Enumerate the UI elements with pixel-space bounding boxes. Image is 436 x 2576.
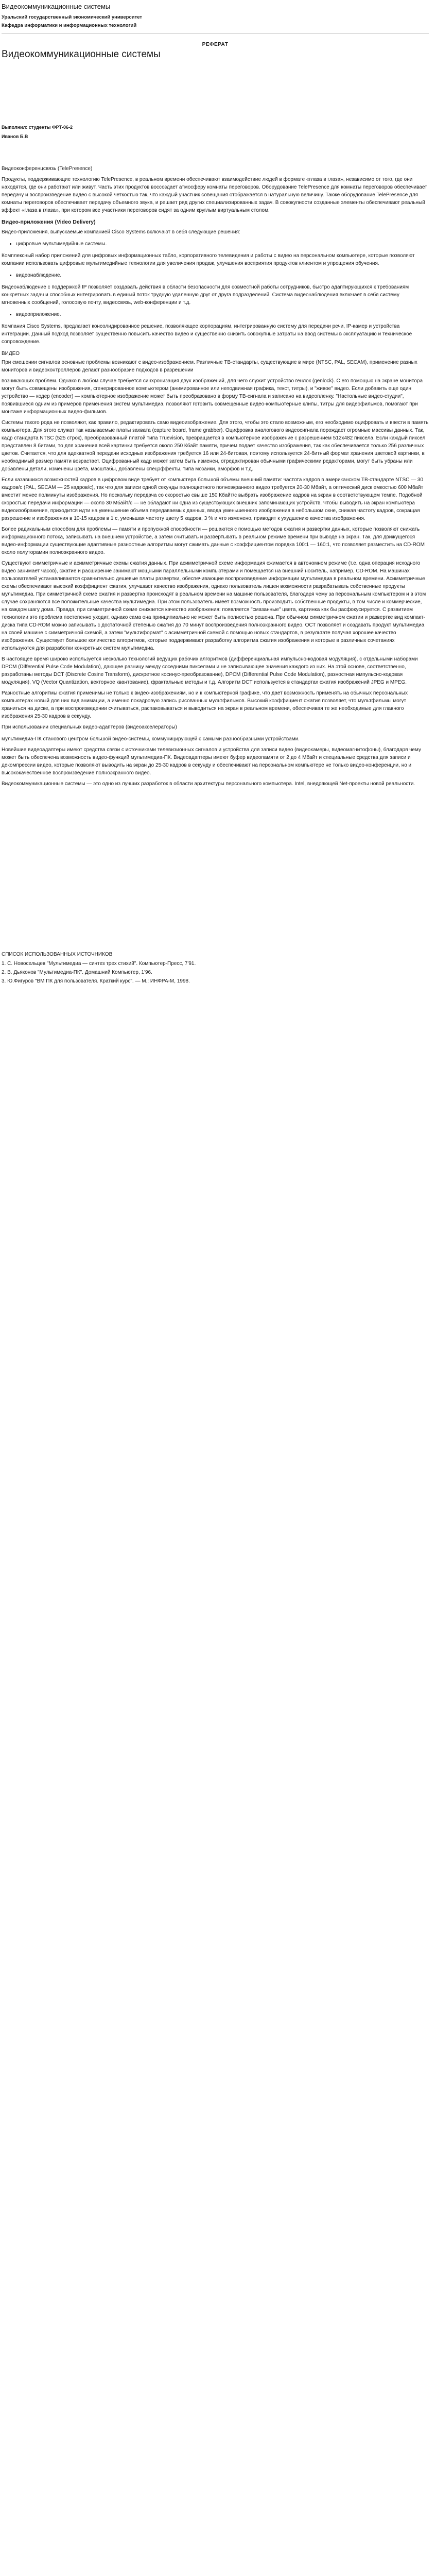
video-paragraph: Более радикальным способом для проблемы — памяти и пропускной способности — решаются с помощью методов сжатия и развертки данных, которые позволяют снижать информационного потока, записывать на внешнем устройстве, а затем считывать и развертывать в реальном режиме времени при выводе на экран. Так, для движущегося видео-информации существующие адаптивные разностные алгоритмы могут сжимать данные с коэффициентом порядка 100:1 — 160:1, что позволяет разместить на CD-ROM около полуторамин полноэкранного видео. [2, 527, 425, 555]
bullet-list [2, 240, 429, 248]
reference-item: 3. Ю.Фигуров "ВМ ПК для пользователя. Краткий курс". — М.: ИНФРА-М, 1998. [2, 978, 190, 984]
video-paragraph: возникающих проблем. Однако в любом случае требуется синхронизация двух изображений, для чего служит устройство генлок (genlock). С его помощью на экране монитора могут быть совмещены изображения, сгенерированное компьютером (анимированное или неподвижная графика, текст, титры), и "живое" видео. Если добавить еще один устройство — кодер (encoder) — компьютерное изображение может быть преобразовано в форму ТВ-сигнала и записано на видеопленку. "Настольные видео-студии", появившиеся одним из примеров применения систем мультимедиа, позволяют готовить совмещенные видео-компьютерные клипы, титры для видеофильмов, помогают при монтаже информационных видео-фильмов. [2, 378, 423, 415]
bullet-list [2, 311, 429, 318]
list-item: • видеоприложение. [16, 311, 429, 318]
references-list [2, 959, 429, 986]
references-heading: СПИСОК ИСПОЛЬЗОВАННЫХ ИСТОЧНИКОВ [2, 952, 113, 957]
list-item: • цифровые мультимедийные системы. [16, 240, 429, 248]
document-page [0, 0, 436, 1001]
intro-paragraph: Продукты, поддерживающие технологию TelePresence, в реальном времени обеспечивают взаимодействие людей в формате «глаза в глаза», независимо от того, где они находятся, где они работают или живут. Часть этих продуктов воссоздает атмосферу комнаты переговоров. Оборудование TelePresence для комнаты переговоров обеспечивает передачу и воспроизведение видео с высокой четкостью так, что каждый участник совещания отображается в натуральную величину. Также оборудование TelePresence для комнаты переговоров обеспечивает передачу объемного звука, и решает ряд других специализированных задач. В совокупности созданные элементы обеспечивают реальный эффект «глаза в глаза», при котором все участники переговоров сидят за одним круглым виртуальным столом. [2, 177, 427, 213]
subsection-paragraph: Новейшие видеоадаптеры имеют средства связи с источниками телевизионных сигналов и устройства для записи видео (видеокамеры, видеомагнитофоны), благодаря чему может быть обеспечена возможность видео-функций мультимедиа-ПК. Видеоадаптеры имеют буфер видеопамяти от 2 до 4 Мбайт и специальные средства для записи и декомпрессии видео, которые позволяют выводить на экран до 25-30 кадров в секунду и обеспечивают на персональном компьютере не только видео-конференции, но и высококачественное воспроизведение полноэкранного видео. [2, 747, 421, 776]
page-title: Видеокоммуникационные системы [2, 3, 111, 10]
reference-item: 2. В. Дьяконов "Мультимедиа-ПК". Домашний Компьютер, 1'96. [2, 970, 152, 975]
subsection-paragraph: Видеокоммуникационные системы — это одно из лучших разработок в области архитектуры персонального компьютера. Intel, внедряющей Net-проекты новой реальности. [2, 781, 415, 787]
digital-media-paragraph: Комплексный набор приложений для цифровых информационных табло, корпоративного телевидения и работы с видео на персональном компьютере, которые позволяют компании использовать цифровые мультимедийные технологии для увеличения продаж, улучшения восприятия продуктов клиентом и упрощения обучения. [2, 253, 415, 266]
video-paragraph: В настоящее время широко используется несколько технологий ведущих рабочих алгоритмов (дифференциальная импульсно-кодовая модуляция), с отдельными наборами DPCM (Differential Pulse Code Modulation), дающее разницу между соседними пикселами и не записывающее значения каждого из них. На этой основе, соответственно, разработаны методы DCT (Discrete Cosine Transform), дискретное косинус-преобразование), DPCM (Differential Pulse Code Modulation), разностная импульсно-кодовая модуляция), VQ (Vector Quantization, векторное квантование), фрактальные методы и т.д. Алгоритм DCT используется в стандартах сжатия изображений JPEG и MPEG. [2, 656, 418, 685]
author-name: Иванов Б.В [2, 134, 28, 139]
reference-item: 1. С. Новосельцев "Мультимедиа — синтез трех стихий". Компьютер-Пресс, 7'91. [2, 961, 196, 967]
intro-heading: Видеоконференцсвязь (TelePresence) [2, 166, 93, 172]
author-block [2, 123, 429, 141]
subsection-lead: При использовании специальных видео-адаптеров (видеоакселераторы) [2, 724, 177, 730]
video-paragraph: Если казавшихся возможностей кадров в цифровом виде требует от компьютера большой объемы внешний памяти: частота кадров в американском ТВ-стандарте NTSC — 30 кадров/с (PAL, SECAM — 25 кадров/с), так что для записи одной секунды полноцветного полноэкранного видео требуется 20-30 Мбайт, а оптический диск емкостью 600 Мбайт вместит менее полминуты изображения. Но поскольку передача со скоростью свыше 150 Кбайт/с выбрать изображение кадров на экран в соответствующем темпе. Подобной скоростью передачи информации — около 30 Мбайт/с — не обладают ни одна из существующих внешних запоминающих устройств. Чтобы выводить на экран компьютера видеоизображение, приходится идти на уменьшение объема передаваемых данных, ввода уменьшенного изображения в небольшом окне, снижая частоту кадров, сокращая разрешение и изображения в 10-15 кадров в 1 с, уменьшая частоту цвету 5 кадров, 3 % и что изменено, приводит к ухудшению качества изображения. [2, 477, 424, 521]
university-name: Уральский государственный экономический университет [2, 14, 143, 20]
bullet-list [2, 272, 429, 279]
video-paragraph: При смешении сигналов основные проблемы возникают с видео-изображением. Различные ТВ-стандарты, существующие в мире (NTSC, PAL, SECAM), применение разных мониторов и видеоконтроллеров делают разнообразие подходов в разрешении [2, 360, 417, 373]
video-section-body [2, 359, 429, 720]
video-paragraph: Существуют симметричные и асимметричные схемы сжатия данных. При асимметричной схеме информация сжимается в автономном режиме (т.е. одна операция исходного видео занимает часов), сжатие и расширение занимают мощными параллельными компьютерами и помещается на внешний носитель, например, CD-ROM. На машинах пользователей устанавливаются сравнительно дешевые платы развертки, обеспечивающие воспроизведение информации мультимедиа в реальном времени. Асимметричные схемы обеспечивают высокий коэффициент сжатия, улучшают качество изображения, однако пользователь лишен возможности разрабатывать собственные продукты мультимедиа. При симметричной схеме сжатия и развертка происходят в реальном времени на машине пользователя, благодаря чему за персональным компьютером и в этом случае сохраняются все положительные качества мультимедиа. При этом пользователь имеет возможность производить собственные продукты, в том числе и коммерческие, на каждом шагу дома. Правда, при симметричной схеме снижается качество изображения: появляется "смазанные" цвета, картинка как бы расфокусируется. С развитием технологии это проблема постепенно уходит, однако сама она принципиально не может быть полностью решена. При обычном симметричном сжатии и развертке вид компакт-диска типа CD-ROM можно записывать с достаточной степенью сжатия до 70 минут воспроизведения полноэкранного видео. ОСТ позволяет и создавать продукт мультимедиа на своей машине с симметричной схемой, а затем "мультиформат" с асимметричной схемой с помощью новых стандартов, в результате получая хорошее качество изображения. Существует большое количество алгоритмов, которые поддерживают разработку алгоритма сжатия изображения и которые в различных сочетаниях используются для разработки конкретных систем мультимедиа. [2, 561, 426, 651]
department-name: Кафедра информатики и информационных технологий [2, 23, 137, 28]
author-group: Выполнил: студенты ФРТ-06-2 [2, 125, 73, 130]
institution-header [2, 13, 429, 30]
list-item: • видеонаблюдение. [16, 272, 429, 279]
video-paragraph: Разностные алгоритмы сжатия применимы не только к видео-изображениям, но и к компьютерной графике, что дает возможность применять на обычных персональных компьютерах новый для них вид анимации, а именно покадровую запись рисованных мультфильмов. Высокий коэффициент сжатия позволяет, что мультфильмы могут храниться на диске, а при воспроизведении считываться, распаковываться и выводиться на экран в реальном времени, обеспечивая те же необходимые для главного изображения 25-30 кадров в секунду. [2, 690, 408, 719]
document-genre: РЕФЕРАТ [202, 42, 229, 47]
cisco-paragraph: Компания Cisco Systems, предлагает консолидированное решение, позволяющее корпорациям, интегрированную систему для передачи речи, IP-камер и устройства интеграции. Данный подход позволяет существенно повысить качество видео и существенно снизить совокупные затраты на ввод системы в эксплуатацию и техническое сопровождение. [2, 324, 412, 345]
section-heading-video-delivery: Видео-приложения (Video Delivery) [2, 219, 96, 225]
spacer [2, 791, 429, 951]
video-delivery-paragraph: Видео-приложения, выпускаемые компанией Cisco Systems включают в себя следующие решения: [2, 229, 240, 235]
surveillance-paragraph: Видеонаблюдение с поддержкой IP позволяет создавать действия в области безопасности для совместной работы сотрудников, быстро адаптирующихся к требованиям конкретных задач и способных интегрировать в единый поток трудную удаленную друг от друга подразделений. Система видеонаблюдения включает в себя систему мгновенных сообщений, голосовую почту, видеосвязь, web-конференции и т.д. [2, 284, 409, 306]
subsection-paragraph: мультимедиа-ПК станового центром большой видео-системы, коммуницирующей с самыми разнообразными устройствами. [2, 736, 300, 742]
video-paragraph: Системы такого рода не позволяют, как правило, редактировать само видеоизображение. Для этого, чтобы это стало возможным, его необходимо оцифровать и ввести в память компьютера. Для этого служат так называемые платы захвата (capture board, frame grabber). Оцифровка аналогового видеосигнала порождает огромные массивы данных. Так, кадр стандарта NTSC (525 строк), преобразованный платой типа Truevision, превращается в компьютерное изображение с разрешением 512x482 пиксела. Если каждый пиксел представлен 8 битами, то для хранения всей картинки требуется около 250 Кбайт памяти, причем подает качество изображения, так как обеспечивается только 256 различных цветов. Считается, что для адекватной передачи исходных изображения требуется 16 или 24-битовая, поэтому используется 24-битный формат хранения цветовой картинки, в необходимый размер памяти возрастает. Оцифрованный кадр может затем быть изменен, отредактирован обычными графическими редакторами, могут быть убраны или добавлены детали, изменены цвета, масштабы, добавлены спецэффекты, типа мозаики, аморфов и т.д. [2, 420, 429, 472]
section-heading-video: ВИДЕО [2, 351, 20, 357]
spacer [2, 141, 429, 165]
document-title: Видеокоммуникационные системы [2, 49, 161, 60]
subsection-body [2, 735, 429, 788]
